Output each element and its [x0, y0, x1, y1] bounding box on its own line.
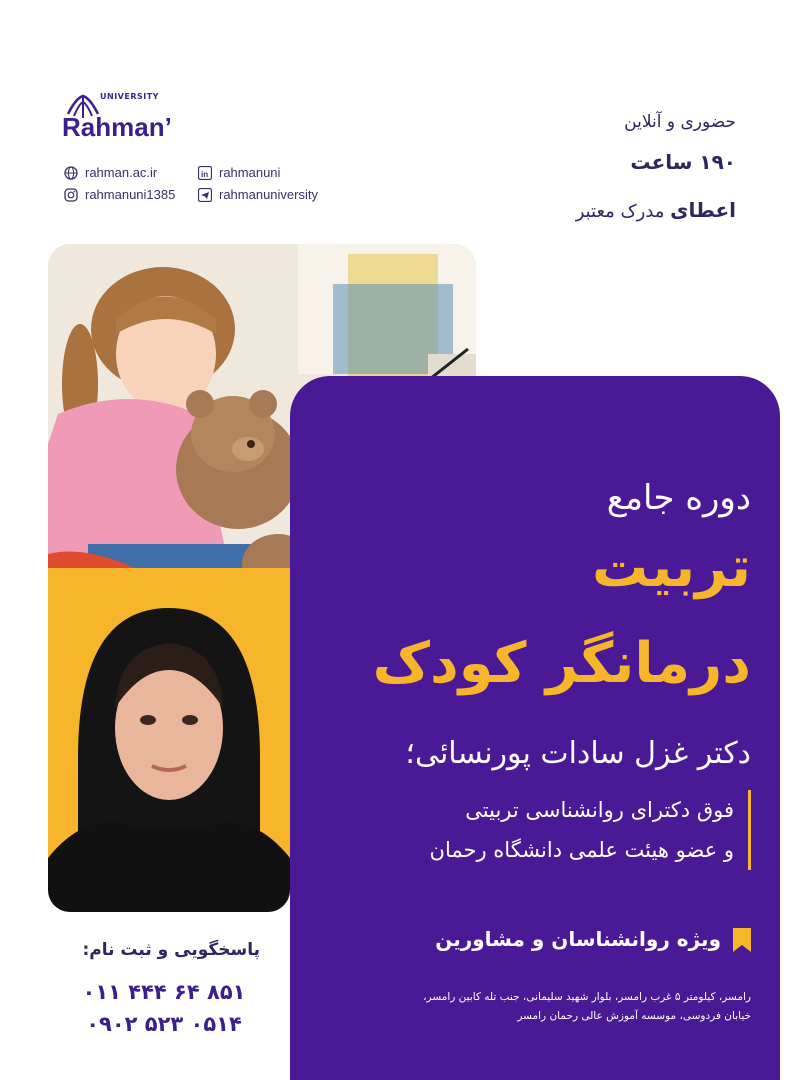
contact-linkedin[interactable]: [198, 165, 280, 180]
contact-instagram[interactable]: [64, 187, 175, 202]
address-line-2: خیابان فردوسی، موسسه آموزش عالی رحمان رامسر: [517, 1010, 751, 1022]
certificate-bold: اعطای: [670, 198, 736, 222]
svg-text:in: in: [201, 169, 209, 179]
registration-title: پاسخگویی و ثبت نام:: [82, 940, 260, 960]
instagram-text: rahmanuni1385: [85, 187, 176, 202]
phone-number-2[interactable]: ۰۹۰۲ ۵۲۳ ۰۵۱۴: [86, 1012, 242, 1036]
logo-university-label: UNIVERSITY: [100, 92, 159, 101]
contact-website[interactable]: [64, 165, 157, 180]
certificate-rest: مدرک معتبر: [575, 201, 671, 222]
bookmark-icon: [733, 928, 751, 952]
globe-icon: [64, 166, 78, 180]
website-text: rahman.ac.ir: [85, 165, 158, 180]
logo-name: Rahman’: [62, 112, 172, 142]
instructor-bio: [354, 790, 751, 870]
bio-line-1: فوق دکترای روانشناسی تربیتی: [465, 798, 734, 822]
course-mode: حضوری و آنلاین: [624, 112, 736, 132]
linkedin-icon: [198, 166, 212, 180]
phone-number-1[interactable]: ۰۱۱ ۴۴۴ ۶۴ ۸۵۱: [82, 980, 246, 1004]
certificate-note: [576, 198, 736, 222]
instructor-name: دکتر غزل سادات پورنسائی؛: [405, 736, 751, 771]
audience-label: ویژه روانشناسان و مشاورین: [435, 927, 721, 951]
instagram-icon: [64, 188, 78, 202]
address-line-1: رامسر، کیلومتر ۵ غرب رامسر، بلوار شهید سلیمانی، جنب تله کابین رامسر،: [423, 991, 751, 1003]
telegram-icon: [198, 188, 212, 202]
instructor-portrait: [48, 588, 290, 912]
course-title-line2: درمانگر کودک: [372, 631, 751, 696]
course-hours: ۱۹۰ ساعت: [630, 150, 736, 174]
telegram-text: rahmanuniversity: [219, 187, 318, 202]
bio-line-2: و عضو هیئت علمی دانشگاه رحمان: [429, 838, 734, 862]
course-label: دوره جامع: [606, 478, 751, 518]
contact-telegram[interactable]: [198, 187, 318, 202]
address: [371, 988, 751, 1026]
linkedin-text: rahmanuni: [219, 165, 281, 180]
course-title-line1: تربیت: [591, 535, 751, 600]
